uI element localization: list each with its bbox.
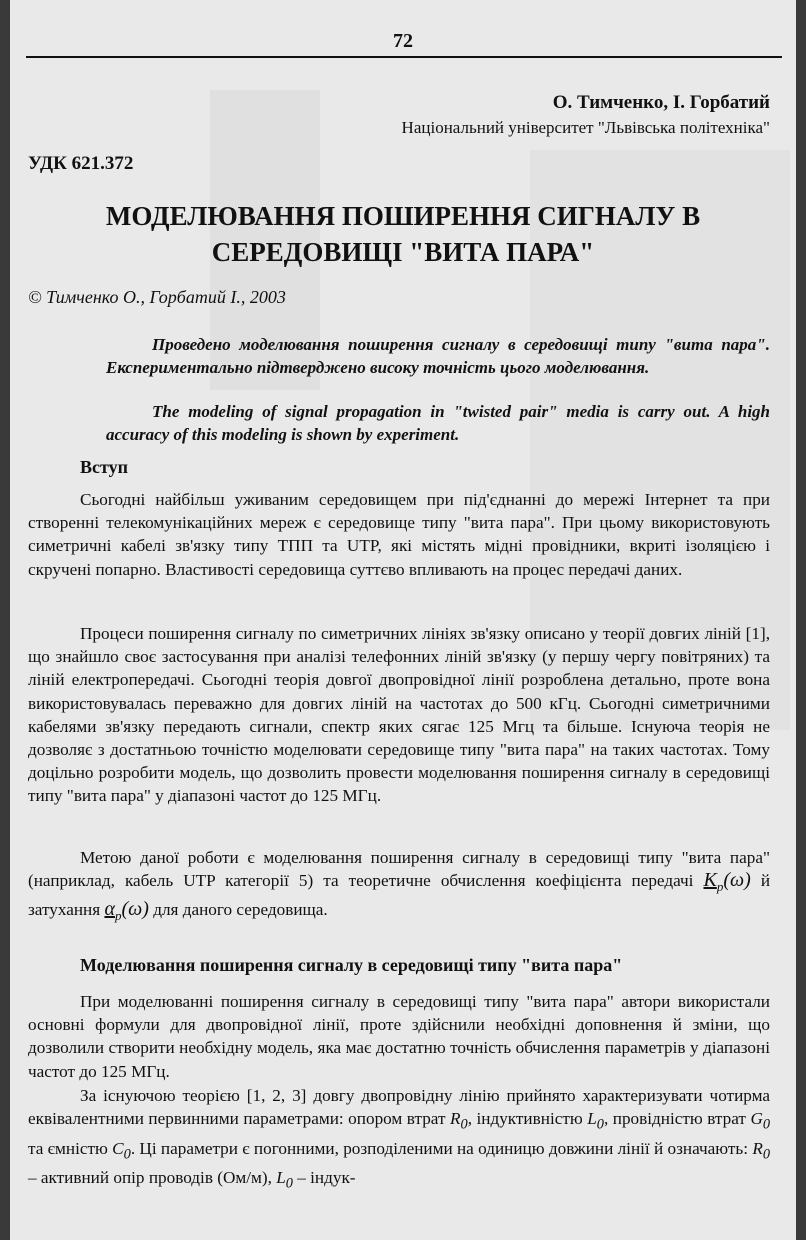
page-number: 72 — [393, 30, 413, 52]
copyright: © Тимченко О., Горбатий І., 2003 — [28, 287, 286, 307]
section-heading-modeling: Моделювання поширення сигналу в середовищі типу "вита пара" — [80, 955, 623, 975]
symbol-r0-second: $R_0$ — [752, 1138, 771, 1163]
symbol-c0: $C_0$ — [112, 1138, 131, 1163]
symbol-l0-second: $L_0$ — [276, 1168, 293, 1192]
header-rule — [26, 56, 782, 58]
authors: О. Тимченко, І. Горбатий — [552, 92, 770, 113]
section-heading-intro: Вступ — [80, 457, 128, 477]
paragraph-5-b: , індуктивністю — [467, 1109, 583, 1129]
symbol-l0: $L_0$ — [587, 1109, 604, 1133]
abstract-english: The modeling of signal propagation in "twisted pair" media is carry out. A high accuracy of this modeling is shown by experiment. — [106, 402, 770, 444]
udk-code: УДК 621.372 — [28, 153, 134, 174]
paragraph-5-e: . Ці параметри є погонними, розподіленими на одиницю довжини лінії й означають: — [130, 1138, 749, 1158]
paragraph-5-c: , провідністю втрат — [603, 1109, 746, 1129]
paragraph-5-f: – активний опір проводів (Ом/м), — [28, 1168, 272, 1188]
formula-alpha-arg: (ω) — [121, 898, 149, 921]
paragraph-4: При моделюванні поширення сигналу в середовищі типу "вита пара" автори використали основні формули для двопровідної лінії, проте здійснили необхідні доповнення й зміни, що дозволили створити необхідну модель, яка має достатню точність обчислення параметрів у діапазоні частот до 125 МГц. — [28, 992, 770, 1081]
paragraph-5-d: та ємністю — [28, 1138, 108, 1158]
affiliation: Національний університет "Львівська політехніка" — [401, 118, 770, 137]
formula-kp: $K_p$ — [703, 869, 724, 895]
paragraph-2: Процеси поширення сигналу по симетричних лініях зв'язку описано у теорії довгих ліній [1], що знайшло своє застосування при аналізі телефонних ліній зв'язку (у першу чергу повітряних) та ліній електропередачі. Сьогодні теорія довгої двопровідної лінії розроблена детально, проте вона використовувалась переважно для довгих ліній на частотах до 500 кГц. Сьогодні симетричними кабелями зв'язку передають сигнали, спектр яких сягає 125 Мгц та більше. Існуюча теорія не дозволяє з достатньою точністю моделювати середовище типу "вита пара" на таких частотах. Тому доцільно розробити модель, що дозволить провести моделювання поширення сигналу в середовищі типу "вита пара" у діапазоні частот до 125 МГц. — [28, 624, 770, 806]
paragraph-3 — [28, 846, 770, 928]
symbol-r0: $R_0$ — [450, 1109, 468, 1133]
paragraph-5 — [28, 1084, 770, 1196]
formula-alpha: $\alpha_p$ — [104, 898, 122, 924]
symbol-g0: $G_0$ — [750, 1109, 771, 1133]
paragraph-3-start: Метою даної роботи є моделювання поширення сигналу в середовищі типу "вита пара" (наприклад, кабель UTP категорії 5) та теоретичне обчислення коефіцієнта передачі — [28, 848, 770, 891]
paper-title — [10, 198, 796, 270]
title-line-1: МОДЕЛЮВАННЯ ПОШИРЕННЯ СИГНАЛУ В — [105, 201, 701, 231]
title-line-2: СЕРЕДОВИЩІ "ВИТА ПАРА" — [211, 237, 595, 267]
paragraph-5-g: – індук- — [297, 1168, 356, 1188]
paragraph-5-a: За існуючою теорією [1, 2, 3] довгу двопровідну лінію прийнято характеризувати чотирма еквівалентними первинними параметрами: опором втрат — [28, 1086, 770, 1129]
formula-kp-arg: (ω) — [723, 869, 751, 892]
document-page — [10, 0, 796, 1240]
abstract-ukrainian: Проведено моделювання поширення сигналу в середовищі типу "вита пара". Експериментально підтверджено високу точність цього моделювання. — [106, 335, 770, 377]
paragraph-1: Сьогодні найбільш уживаним середовищем при під'єднанні до мережі Інтернет та при створенні телекомунікаційних мереж є середовище типу "вита пара". При цьому використовують симетричні кабелі зв'язку типу ТПП та UTP, які містять мідні провідники, вкриті ізоляцією і скручені попарно. Властивості середовища суттєво впливають на процес передачі даних. — [28, 490, 770, 579]
paragraph-3-and: й затухання — [28, 871, 771, 920]
paragraph-3-end: для даного середовища. — [153, 900, 328, 920]
